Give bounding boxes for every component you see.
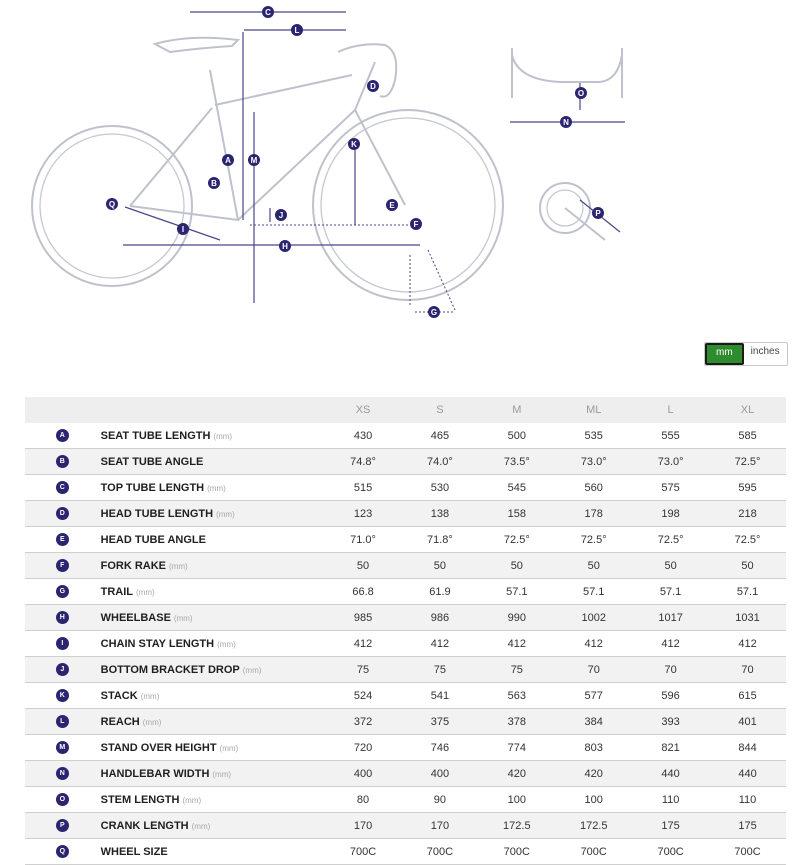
saddle xyxy=(155,38,238,52)
table-row xyxy=(25,553,786,579)
row-code-badge: N xyxy=(56,767,69,780)
row-code-badge: G xyxy=(56,585,69,598)
row-unit-text: (mm) xyxy=(207,483,226,493)
unit-toggle xyxy=(704,342,788,366)
table-header-row xyxy=(25,397,786,423)
row-unit-text: (mm) xyxy=(242,665,262,675)
row-badge-cell xyxy=(25,423,100,449)
row-code-badge: Q xyxy=(56,845,69,858)
row-measurement-name xyxy=(100,683,325,709)
row-value-cell: 170 xyxy=(325,813,402,839)
row-unit-text: (mm) xyxy=(217,639,236,649)
svg-text:D: D xyxy=(370,82,376,91)
label-h-icon xyxy=(279,240,291,252)
row-measurement-name xyxy=(100,501,325,527)
row-code-badge: I xyxy=(56,637,69,650)
row-value-cell: 844 xyxy=(709,735,786,761)
row-code-badge: H xyxy=(56,611,69,624)
table-row xyxy=(25,813,786,839)
row-value-cell: 412 xyxy=(478,631,555,657)
row-value-cell: 90 xyxy=(401,787,478,813)
row-measurement-name xyxy=(100,449,325,475)
row-value-cell: 384 xyxy=(555,709,632,735)
row-value-cell: 138 xyxy=(401,501,478,527)
row-unit-text: (mm) xyxy=(140,691,160,701)
row-value-cell: 585 xyxy=(709,423,786,449)
row-value-cell: 412 xyxy=(709,631,786,657)
row-value-cell: 50 xyxy=(555,553,632,579)
row-badge-cell xyxy=(25,501,100,527)
row-value-cell: 393 xyxy=(632,709,709,735)
svg-text:I: I xyxy=(181,225,185,234)
row-value-cell: 986 xyxy=(401,605,478,631)
row-measurement-name xyxy=(100,709,325,735)
row-code-badge: A xyxy=(56,429,69,442)
row-value-cell: 66.8 xyxy=(325,579,402,605)
row-value-cell: 70 xyxy=(555,657,632,683)
row-badge-cell xyxy=(25,839,100,865)
svg-text:Q: Q xyxy=(108,200,116,209)
header-size: XS xyxy=(325,397,402,423)
row-value-cell: 71.8° xyxy=(401,527,478,553)
row-value-cell: 563 xyxy=(478,683,555,709)
row-unit-text: (mm) xyxy=(216,509,235,519)
row-code-badge: J xyxy=(56,663,69,676)
row-value-cell: 61.9 xyxy=(401,579,478,605)
row-unit-text: (mm) xyxy=(169,561,188,571)
row-badge-cell xyxy=(25,527,100,553)
row-value-cell: 400 xyxy=(401,761,478,787)
table-row xyxy=(25,631,786,657)
row-value-cell: 70 xyxy=(709,657,786,683)
table-row xyxy=(25,475,786,501)
row-value-cell: 524 xyxy=(325,683,402,709)
svg-text:B: B xyxy=(211,179,217,188)
label-o-icon xyxy=(575,87,587,99)
row-code-badge: P xyxy=(56,819,69,832)
front-wheel xyxy=(313,110,503,300)
row-value-cell: 430 xyxy=(325,423,402,449)
row-badge-cell xyxy=(25,709,100,735)
row-name-text: WHEEL SIZE xyxy=(100,845,168,858)
header-name-col xyxy=(100,397,325,423)
svg-text:J: J xyxy=(278,211,284,220)
row-value-cell: 57.1 xyxy=(555,579,632,605)
table-row xyxy=(25,527,786,553)
row-code-badge: K xyxy=(56,689,69,702)
row-value-cell: 577 xyxy=(555,683,632,709)
row-value-cell: 172.5 xyxy=(555,813,632,839)
row-value-cell: 198 xyxy=(632,501,709,527)
row-unit-text: (mm) xyxy=(136,587,155,597)
row-value-cell: 530 xyxy=(401,475,478,501)
row-name-text: TRAIL xyxy=(100,585,134,598)
row-value-cell: 73.0° xyxy=(632,449,709,475)
row-value-cell: 50 xyxy=(709,553,786,579)
row-code-badge: B xyxy=(56,455,69,468)
svg-text:O: O xyxy=(577,89,585,98)
svg-text:L: L xyxy=(294,26,300,35)
row-value-cell: 720 xyxy=(325,735,402,761)
row-code-badge: D xyxy=(56,507,69,520)
row-value-cell: 57.1 xyxy=(632,579,709,605)
row-value-cell: 74.0° xyxy=(401,449,478,475)
row-value-cell: 700C xyxy=(478,839,555,865)
row-unit-text: (mm) xyxy=(213,431,233,441)
svg-text:M: M xyxy=(250,156,258,165)
row-value-cell: 50 xyxy=(478,553,555,579)
bike-geometry-diagram xyxy=(0,0,809,335)
row-value-cell: 774 xyxy=(478,735,555,761)
row-name-text: SEAT TUBE ANGLE xyxy=(100,455,204,468)
row-value-cell: 985 xyxy=(325,605,402,631)
row-measurement-name xyxy=(100,631,325,657)
row-code-badge: C xyxy=(56,481,69,494)
header-size: ML xyxy=(555,397,632,423)
bike-frame xyxy=(130,62,405,220)
row-value-cell: 110 xyxy=(632,787,709,813)
row-name-text: HANDLEBAR WIDTH xyxy=(100,767,210,780)
row-value-cell: 50 xyxy=(325,553,402,579)
row-value-cell: 700C xyxy=(632,839,709,865)
table-row xyxy=(25,787,786,813)
row-name-text: TOP TUBE LENGTH xyxy=(100,481,205,494)
label-c-icon xyxy=(262,6,274,18)
svg-text:G: G xyxy=(430,308,438,317)
row-name-text: HEAD TUBE ANGLE xyxy=(100,533,206,546)
row-value-cell: 440 xyxy=(709,761,786,787)
header-size: L xyxy=(632,397,709,423)
table-row xyxy=(25,579,786,605)
header-size: S xyxy=(401,397,478,423)
row-unit-text: (mm) xyxy=(219,743,239,753)
table-row xyxy=(25,761,786,787)
unit-inches-button[interactable]: inches xyxy=(750,346,780,357)
row-value-cell: 100 xyxy=(478,787,555,813)
row-badge-cell xyxy=(25,449,100,475)
row-value-cell: 100 xyxy=(555,787,632,813)
row-value-cell: 175 xyxy=(709,813,786,839)
row-unit-text: (mm) xyxy=(191,821,211,831)
row-value-cell: 1017 xyxy=(632,605,709,631)
row-measurement-name xyxy=(100,787,325,813)
row-value-cell: 555 xyxy=(632,423,709,449)
row-value-cell: 178 xyxy=(555,501,632,527)
row-measurement-name xyxy=(100,423,325,449)
row-badge-cell xyxy=(25,605,100,631)
row-value-cell: 412 xyxy=(401,631,478,657)
row-value-cell: 560 xyxy=(555,475,632,501)
table-row xyxy=(25,839,786,865)
svg-text:P: P xyxy=(595,209,601,218)
header-badge-col xyxy=(25,397,100,423)
handlebar-side xyxy=(338,44,396,96)
row-name-text: FORK RAKE xyxy=(100,559,167,572)
row-name-text: STACK xyxy=(100,689,138,702)
row-value-cell: 73.5° xyxy=(478,449,555,475)
svg-text:H: H xyxy=(282,242,288,251)
row-measurement-name xyxy=(100,839,325,865)
row-value-cell: 74.8° xyxy=(325,449,402,475)
svg-text:F: F xyxy=(413,220,419,229)
table-row xyxy=(25,605,786,631)
row-measurement-name xyxy=(100,735,325,761)
label-l-icon xyxy=(291,24,303,36)
row-badge-cell xyxy=(25,475,100,501)
row-badge-cell xyxy=(25,553,100,579)
table-row xyxy=(25,709,786,735)
row-value-cell: 375 xyxy=(401,709,478,735)
row-code-badge: E xyxy=(56,533,69,546)
row-value-cell: 170 xyxy=(401,813,478,839)
row-value-cell: 700C xyxy=(325,839,402,865)
row-code-badge: M xyxy=(56,741,69,754)
row-badge-cell xyxy=(25,631,100,657)
handlebar-front xyxy=(512,48,622,98)
row-badge-cell xyxy=(25,735,100,761)
row-unit-text: (mm) xyxy=(212,769,232,779)
row-value-cell: 50 xyxy=(401,553,478,579)
row-unit-text: (mm) xyxy=(173,613,193,623)
row-value-cell: 746 xyxy=(401,735,478,761)
row-value-cell: 465 xyxy=(401,423,478,449)
label-g-icon xyxy=(428,306,440,318)
unit-mm-button[interactable]: mm xyxy=(705,343,744,365)
row-measurement-name xyxy=(100,553,325,579)
row-value-cell: 401 xyxy=(709,709,786,735)
row-value-cell: 73.0° xyxy=(555,449,632,475)
row-measurement-name xyxy=(100,813,325,839)
row-measurement-name xyxy=(100,527,325,553)
row-code-badge: L xyxy=(56,715,69,728)
row-value-cell: 545 xyxy=(478,475,555,501)
row-value-cell: 575 xyxy=(632,475,709,501)
row-name-text: STEM LENGTH xyxy=(100,793,180,806)
row-badge-cell xyxy=(25,683,100,709)
label-f-icon xyxy=(410,218,422,230)
row-measurement-name xyxy=(100,761,325,787)
label-b-icon xyxy=(208,177,220,189)
label-m-icon xyxy=(248,154,260,166)
row-value-cell: 70 xyxy=(632,657,709,683)
row-name-text: CHAIN STAY LENGTH xyxy=(100,637,215,650)
row-value-cell: 1031 xyxy=(709,605,786,631)
row-value-cell: 218 xyxy=(709,501,786,527)
row-value-cell: 75 xyxy=(478,657,555,683)
row-value-cell: 372 xyxy=(325,709,402,735)
row-name-text: CRANK LENGTH xyxy=(100,819,189,832)
label-a-icon xyxy=(222,154,234,166)
row-measurement-name xyxy=(100,475,325,501)
row-value-cell: 75 xyxy=(401,657,478,683)
row-value-cell: 500 xyxy=(478,423,555,449)
row-value-cell: 615 xyxy=(709,683,786,709)
row-value-cell: 72.5° xyxy=(555,527,632,553)
row-badge-cell xyxy=(25,657,100,683)
row-value-cell: 80 xyxy=(325,787,402,813)
row-measurement-name xyxy=(100,605,325,631)
row-name-text: REACH xyxy=(100,715,140,728)
row-value-cell: 541 xyxy=(401,683,478,709)
row-value-cell: 700C xyxy=(555,839,632,865)
row-name-text: SEAT TUBE LENGTH xyxy=(100,429,211,442)
row-name-text: STAND OVER HEIGHT xyxy=(100,741,217,754)
row-value-cell: 110 xyxy=(709,787,786,813)
row-value-cell: 821 xyxy=(632,735,709,761)
row-value-cell: 172.5 xyxy=(478,813,555,839)
row-value-cell: 57.1 xyxy=(478,579,555,605)
row-value-cell: 412 xyxy=(325,631,402,657)
table-row xyxy=(25,683,786,709)
header-size: XL xyxy=(709,397,786,423)
header-size: M xyxy=(478,397,555,423)
table-row xyxy=(25,501,786,527)
row-badge-cell xyxy=(25,787,100,813)
row-measurement-name xyxy=(100,579,325,605)
row-value-cell: 72.5° xyxy=(478,527,555,553)
row-value-cell: 515 xyxy=(325,475,402,501)
row-value-cell: 400 xyxy=(325,761,402,787)
row-value-cell: 440 xyxy=(632,761,709,787)
label-i-icon xyxy=(177,223,189,235)
label-n-icon xyxy=(560,116,572,128)
row-value-cell: 75 xyxy=(325,657,402,683)
row-value-cell: 175 xyxy=(632,813,709,839)
svg-text:A: A xyxy=(225,156,231,165)
label-q-icon xyxy=(106,198,118,210)
row-value-cell: 378 xyxy=(478,709,555,735)
row-unit-text: (mm) xyxy=(182,795,202,805)
label-j-icon xyxy=(275,209,287,221)
row-value-cell: 72.5° xyxy=(709,527,786,553)
svg-text:N: N xyxy=(563,118,569,127)
geometry-table xyxy=(25,397,786,865)
table-row xyxy=(25,449,786,475)
row-value-cell: 71.0° xyxy=(325,527,402,553)
row-value-cell: 57.1 xyxy=(709,579,786,605)
row-code-badge: F xyxy=(56,559,69,572)
table-row xyxy=(25,423,786,449)
row-badge-cell xyxy=(25,813,100,839)
row-value-cell: 412 xyxy=(632,631,709,657)
table-row xyxy=(25,657,786,683)
row-value-cell: 803 xyxy=(555,735,632,761)
row-badge-cell xyxy=(25,579,100,605)
row-badge-cell xyxy=(25,761,100,787)
row-name-text: BOTTOM BRACKET DROP xyxy=(100,663,240,676)
row-value-cell: 990 xyxy=(478,605,555,631)
row-value-cell: 420 xyxy=(478,761,555,787)
row-value-cell: 72.5° xyxy=(632,527,709,553)
row-value-cell: 158 xyxy=(478,501,555,527)
row-name-text: WHEELBASE xyxy=(100,611,171,624)
row-value-cell: 700C xyxy=(401,839,478,865)
row-value-cell: 535 xyxy=(555,423,632,449)
row-code-badge: O xyxy=(56,793,69,806)
row-measurement-name xyxy=(100,657,325,683)
row-value-cell: 700C xyxy=(709,839,786,865)
svg-text:K: K xyxy=(351,140,357,149)
label-k-icon xyxy=(348,138,360,150)
row-value-cell: 123 xyxy=(325,501,402,527)
row-value-cell: 72.5° xyxy=(709,449,786,475)
row-value-cell: 596 xyxy=(632,683,709,709)
row-value-cell: 50 xyxy=(632,553,709,579)
row-unit-text: (mm) xyxy=(142,717,162,727)
table-row xyxy=(25,735,786,761)
row-value-cell: 595 xyxy=(709,475,786,501)
row-name-text: HEAD TUBE LENGTH xyxy=(100,507,214,520)
label-p-icon xyxy=(592,207,604,219)
svg-text:C: C xyxy=(265,8,271,17)
label-d-icon xyxy=(367,80,379,92)
label-e-icon xyxy=(386,199,398,211)
row-value-cell: 1002 xyxy=(555,605,632,631)
svg-text:E: E xyxy=(389,201,395,210)
row-value-cell: 412 xyxy=(555,631,632,657)
row-value-cell: 420 xyxy=(555,761,632,787)
